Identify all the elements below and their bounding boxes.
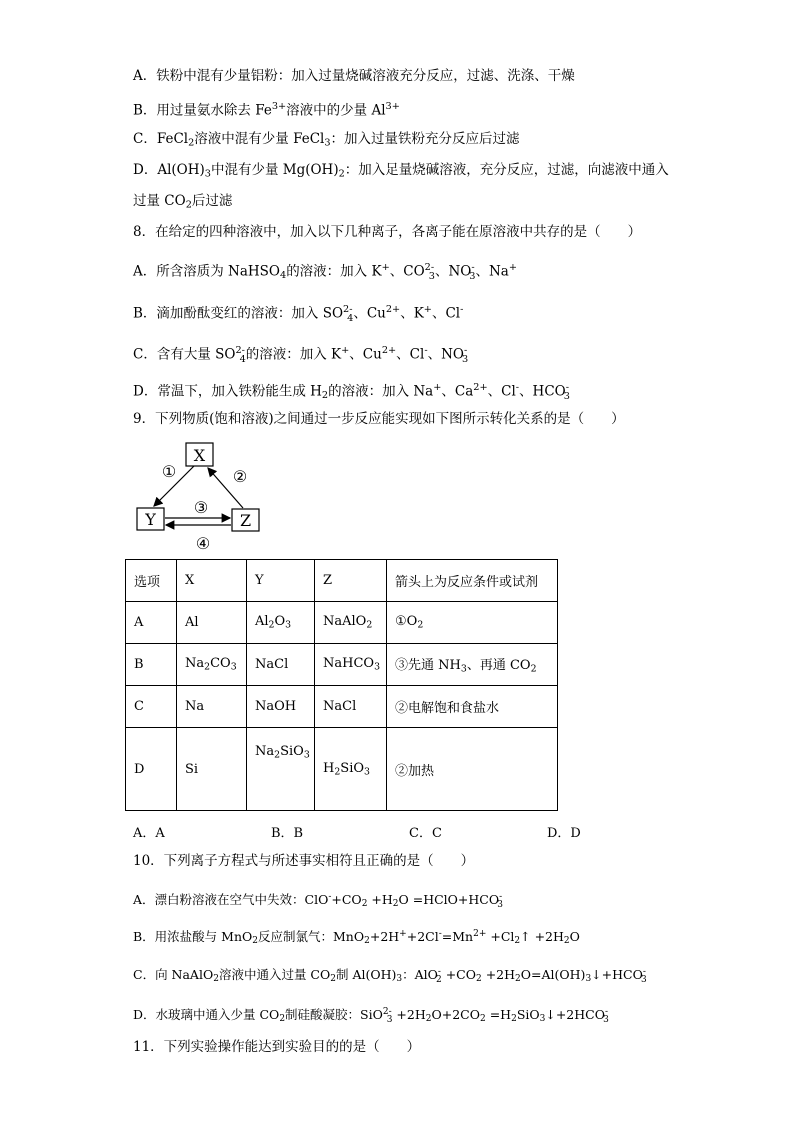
q7-option-a: A．铁粉中混有少量铝粉：加入过量烧碱溶液充分反应，过滤、洗涤、干燥 [133, 68, 575, 84]
q9-stem: 9．下列物质(饱和溶液)之间通过一步反应能实现如下图所示转化关系的是（ ） [133, 411, 625, 427]
q8-option-c: C．含有大量 $SO^{2-}_4$的溶液：加入 K+、$Cu^{2+}$、Cl-、$NO^-_3$ [133, 345, 469, 365]
cell-x: Al [177, 602, 247, 644]
cell-z: NaAlO$_2$ [315, 602, 387, 644]
cell-option: A [126, 602, 177, 644]
cell-y: $Al_2O_3$ [247, 602, 315, 644]
cell-option: C [126, 686, 177, 728]
q8-option-a: A．所含溶质为 NaHSO$_4$的溶液：加入 K+、$CO^{2-}_3$、$NO^-_3$、Na+ [133, 262, 518, 282]
cell-x: Na [177, 686, 247, 728]
q9-choice-c: C．C [409, 826, 442, 841]
cell-z: NaCl [315, 686, 387, 728]
cell-condition: ②电解饱和食盐水 [387, 686, 558, 728]
table-header-row [126, 560, 558, 602]
q10-option-c: C．向 NaAlO$_2$溶液中通入过量 $CO_2$制 $Al(OH)_3$：$AlO^-_2 +CO_2$ $+2H_2O=Al(OH)_3↓+HCO^-_3$ [133, 966, 647, 986]
cell-z: NaHCO$_3$ [315, 644, 387, 686]
q7-option-c: C．FeCl$_2$溶液中混有少量 FeCl$_3$：加入过量铁粉充分反应后过滤 [133, 131, 520, 149]
arrow-4-number: ④ [195, 534, 211, 553]
header-option: 选项 [126, 560, 177, 602]
cell-option: D [126, 728, 177, 811]
q7-option-d: D．$Al(OH)_3$中混有少量 $Mg(OH)_2$：加入足量烧碱溶液，充分反应，过滤，向滤液中通入 [133, 162, 669, 180]
q9-options-table [125, 559, 558, 811]
q9-choice-b: B．B [271, 826, 304, 841]
node-z-label: Z [239, 511, 252, 530]
cell-x: $Na_2CO_3$ [177, 644, 247, 686]
q9-conversion-diagram [130, 440, 290, 555]
header-condition: 箭头上为反应条件或试剂 [387, 560, 558, 602]
node-x-label: X [193, 446, 206, 465]
header-x: X [177, 560, 247, 602]
q7-option-d-continued: 过量 $CO_2$后过滤 [133, 193, 233, 211]
arrow-3-number: ③ [193, 498, 209, 517]
q9-choice-a: A．A [133, 826, 165, 841]
q10-option-a: A．漂白粉溶液在空气中失效：$ClO^-+CO_2 +H_2O$ $=HClO+HCO^-_3$ [133, 891, 503, 911]
cell-z: $H_2SiO_3$ [315, 728, 387, 811]
q10-stem: 10．下列离子方程式与所述事实相符且正确的是（ ） [133, 853, 475, 869]
table-row [126, 602, 558, 644]
table-row [126, 686, 558, 728]
q9-choice-d: D．D [547, 826, 581, 841]
q8-option-b: B．滴加酚酞变红的溶液：加入 $SO^{2-}_4$、$Cu^{2+}$、K+、Cl- [133, 304, 464, 324]
q8-option-d: D．常温下，加入铁粉能生成 $H_2$的溶液：加入 Na+、$Ca^{2+}$、Cl-、$HCO^-_3$ [133, 382, 570, 402]
arrow-2-number: ② [232, 467, 248, 486]
cell-condition: $①O_2$ [387, 602, 558, 644]
node-y-label: Y [145, 510, 156, 529]
cell-condition: ③先通 $NH_3$、再通 $CO_2$ [387, 644, 558, 686]
header-z: Z [315, 560, 387, 602]
table-row [126, 644, 558, 686]
q10-option-b: B．用浓盐酸与 MnO$_2$反应制氯气：$MnO_2+2H^++2Cl^-=Mn^{2+}$ $+Cl_2↑ +2H_2O$ [133, 928, 580, 947]
header-y: Y [247, 560, 315, 602]
q11-stem: 11．下列实验操作能达到实验目的的是（ ） [133, 1039, 421, 1055]
cell-y: $Na_2SiO_3$ [247, 728, 315, 811]
q8-stem: 8．在给定的四种溶液中，加入以下几种离子，各离子能在原溶液中共存的是（ ） [133, 224, 642, 240]
q7-option-b: B．用过量氨水除去 $Fe^{3+}$溶液中的少量 $Al^{3+}$ [133, 101, 400, 119]
table-row [126, 728, 558, 811]
cell-option: B [126, 644, 177, 686]
q10-option-d: D．水玻璃中通入少量 $CO_2$制硅酸凝胶：$SiO^{2-}_3 +2H_2O+2CO_2$ $=H_2SiO_3↓+2HCO^-_3$ [133, 1006, 609, 1026]
arrow-1-number: ① [161, 462, 177, 481]
cell-x: Si [177, 728, 247, 811]
cell-y: NaOH [247, 686, 315, 728]
cell-y: NaCl [247, 644, 315, 686]
cell-condition: ②加热 [387, 728, 558, 811]
